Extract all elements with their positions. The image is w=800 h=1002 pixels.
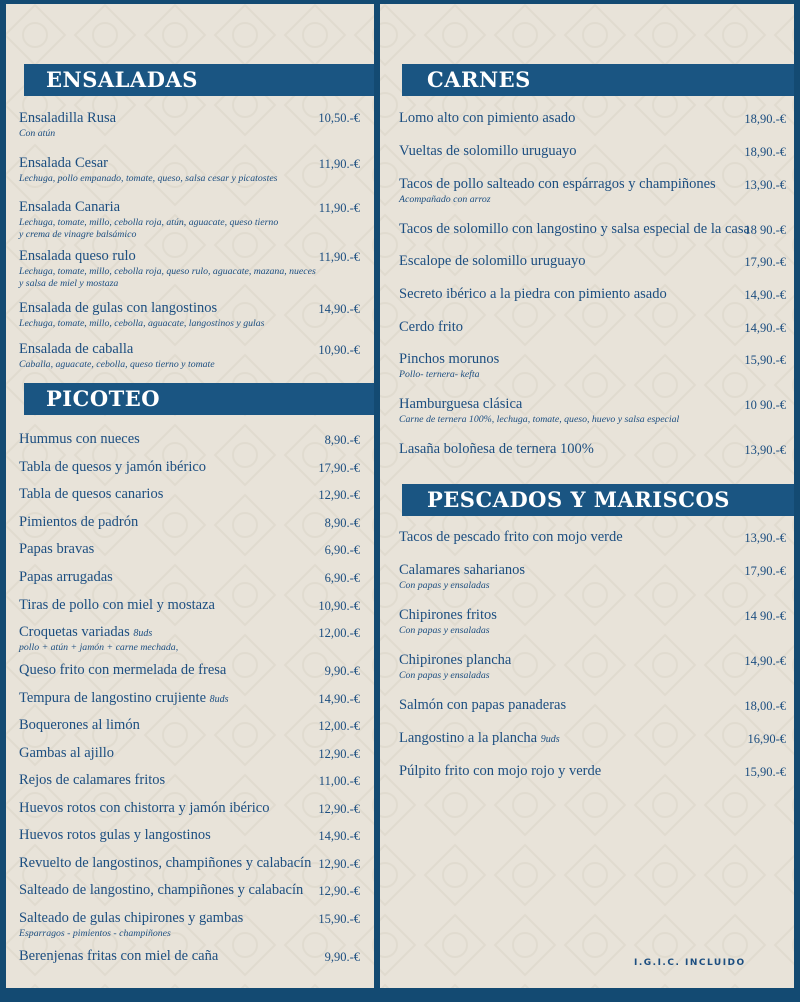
item-price: 12,90.-€: [318, 488, 360, 502]
item-name: Ensalada de caballa: [19, 341, 134, 357]
item-description: Carne de ternera 100%, lechuga, tomate, queso, huevo y salsa especial: [399, 414, 680, 425]
item-price: 18,00.-€: [744, 699, 786, 713]
menu-item: [19, 882, 303, 899]
item-price: 10,90.-€: [318, 599, 360, 613]
item-description: Lechuga, tomate, millo, cebolla, aguacate, langostinos y gulas: [19, 318, 265, 329]
menu-item: [19, 514, 138, 531]
item-price: 9,90.-€: [324, 664, 360, 678]
menu-item: [19, 541, 94, 558]
item-name: Hummus con nueces: [19, 431, 140, 447]
item-price: 6,90.-€: [324, 543, 360, 557]
item-price: 10,50.-€: [318, 111, 360, 125]
item-price: 10,90.-€: [318, 343, 360, 357]
menu-item: [399, 763, 601, 780]
item-description: Con atún: [19, 128, 56, 139]
item-price: 12,90.-€: [318, 802, 360, 816]
bottom-border: [0, 988, 800, 1002]
center-divider: [374, 0, 380, 1002]
item-price: 15,90.-€: [744, 353, 786, 367]
left-border: [0, 0, 6, 1002]
item-unit-count: 9uds: [540, 734, 560, 745]
menu-item: [19, 155, 278, 184]
item-name: Papas arrugadas: [19, 569, 113, 585]
item-name: Vueltas de solomillo uruguayo: [399, 143, 577, 159]
right-border: [794, 0, 800, 1002]
menu-item: [19, 690, 229, 707]
menu-item: [399, 253, 585, 270]
item-description: Pollo- ternera- kefta: [399, 369, 480, 380]
item-price: 8,90.-€: [324, 516, 360, 530]
item-name: Papas bravas: [19, 541, 95, 557]
item-name: Lomo alto con pimiento asado: [399, 110, 576, 126]
menu-item: [399, 607, 497, 636]
item-price: 14,90.-€: [318, 692, 360, 706]
menu-item: [19, 341, 215, 370]
item-price: 12,90.-€: [318, 884, 360, 898]
item-name: Ensalada Canaria: [19, 199, 121, 215]
item-price: 15,90.-€: [744, 765, 786, 779]
item-name: Pimientos de padrón: [19, 514, 139, 530]
item-price: 13,90.-€: [744, 443, 786, 457]
item-name: Gambas al ajillo: [19, 745, 115, 761]
menu-item: [19, 827, 211, 844]
menu-item: [399, 110, 575, 127]
item-description: Lechuga, pollo empanado, tomate, queso, salsa cesar y picatostes: [19, 173, 278, 184]
item-name: Ensaladilla Rusa: [19, 110, 117, 126]
item-price: 14,90.-€: [318, 302, 360, 316]
menu-item: [399, 286, 667, 303]
menu-item: [19, 300, 264, 329]
item-price: 13,90.-€: [744, 178, 786, 192]
item-name: Púlpito frito con mojo rojo y verde: [399, 763, 602, 779]
item-description: Acompañado con arroz: [399, 194, 491, 205]
item-price: 10 90.-€: [744, 398, 786, 412]
section-banner-carnes: CARNES: [402, 64, 794, 96]
item-description: pollo + atún + jamón + carne mechada,: [19, 642, 179, 653]
menu-item: [19, 662, 226, 679]
item-price: 12,90.-€: [318, 857, 360, 871]
menu-item: [19, 624, 178, 653]
item-price: 11,90.-€: [318, 201, 360, 215]
item-description: Lechuga, tomate, millo, cebolla roja, atún, aguacate, queso tierno: [19, 217, 279, 228]
menu-item: [399, 441, 594, 458]
item-name: Boquerones al limón: [19, 717, 140, 733]
menu-item: [19, 772, 165, 789]
menu-item: [19, 431, 140, 448]
item-name: Huevos rotos gulas y langostinos: [19, 827, 211, 843]
item-price: 8,90.-€: [324, 433, 360, 447]
item-name: Tacos de pescado frito con mojo verde: [399, 529, 623, 545]
item-name: Langostino a la plancha 9uds: [399, 730, 560, 746]
menu-item: [19, 248, 316, 289]
item-name: Rejos de calamares fritos: [19, 772, 166, 788]
item-price: 14 90.-€: [744, 609, 786, 623]
item-price: 12,00.-€: [318, 626, 360, 640]
menu-item: [19, 717, 140, 734]
menu-item: [19, 745, 114, 762]
item-price: 14,90.-€: [744, 321, 786, 335]
item-name: Escalope de solomillo uruguayo: [399, 253, 586, 269]
item-price: 14,90.-€: [318, 829, 360, 843]
item-description-line2: y salsa de miel y mostaza: [19, 278, 119, 289]
item-price: 17,90.-€: [744, 564, 786, 578]
item-name: Calamares saharianos: [399, 562, 526, 578]
item-name: Tiras de pollo con miel y mostaza: [19, 597, 215, 613]
menu-item: [399, 730, 560, 747]
item-name: Tacos de solomillo con langostino y salsa especial de la casa: [399, 221, 750, 237]
item-name: Hamburguesa clásica: [399, 396, 523, 412]
item-price: 11,90.-€: [318, 250, 360, 264]
item-name: Ensalada de gulas con langostinos: [19, 300, 218, 316]
menu-item: [399, 396, 679, 425]
menu-item: [399, 221, 750, 238]
section-banner-picoteo: PICOTEO: [24, 383, 374, 415]
section-banner-pescados: PESCADOS Y MARISCOS: [402, 484, 794, 516]
menu-item: [19, 597, 215, 614]
top-border: [0, 0, 800, 4]
item-price: 18 90.-€: [744, 223, 786, 237]
menu-item: [19, 910, 243, 939]
item-name: Tabla de quesos canarios: [19, 486, 164, 502]
item-name: Salteado de langostino, champiñones y calabacín: [19, 882, 304, 898]
item-price: 13,90.-€: [744, 531, 786, 545]
item-price: 9,90.-€: [324, 950, 360, 964]
menu-item: [399, 176, 716, 205]
menu-item: [19, 948, 218, 965]
item-name: Lasaña boloñesa de ternera 100%: [399, 441, 594, 457]
item-name: Ensalada Cesar: [19, 155, 108, 171]
menu-item: [399, 562, 525, 591]
item-price: 12,00.-€: [318, 719, 360, 733]
menu-item: [19, 800, 269, 817]
item-description: Esparragos - pimientos - champiñones: [19, 928, 171, 939]
item-name: Salteado de gulas chipirones y gambas: [19, 910, 244, 926]
item-price: 11,00.-€: [318, 774, 360, 788]
item-description: Con papas y ensaladas: [399, 670, 490, 681]
item-price: 15,90.-€: [318, 912, 360, 926]
menu-item: [399, 652, 511, 681]
item-description: Lechuga, tomate, millo, cebolla roja, queso rulo, aguacate, mazana, nueces: [19, 266, 316, 277]
menu-item: [399, 697, 566, 714]
item-price: 14,90.-€: [744, 288, 786, 302]
menu-item: [399, 529, 623, 546]
item-name: Tempura de langostino crujiente 8uds: [19, 690, 229, 706]
item-price: 14,90.-€: [744, 654, 786, 668]
menu-item: [19, 459, 206, 476]
item-name: Pinchos morunos: [399, 351, 500, 367]
item-name: Revuelto de langostinos, champiñones y calabacín: [19, 855, 312, 871]
item-description: Caballa, aguacate, cebolla, queso tierno y tomate: [19, 359, 215, 370]
item-description-line2: y crema de vinagre balsámico: [19, 229, 137, 240]
item-name: Huevos rotos con chistorra y jamón ibérico: [19, 800, 270, 816]
menu-item: [19, 486, 163, 503]
item-name: Croquetas variadas 8uds: [19, 624, 153, 640]
menu-item: [19, 199, 278, 240]
item-name: Berenjenas fritas con miel de caña: [19, 948, 219, 964]
item-price: 17,90.-€: [318, 461, 360, 475]
item-price: 18,90.-€: [744, 145, 786, 159]
item-name: Ensalada queso rulo: [19, 248, 136, 264]
item-price: 11,90.-€: [318, 157, 360, 171]
menu-item: [399, 351, 499, 380]
menu-item: [19, 110, 116, 139]
menu-item: [399, 319, 463, 336]
item-name: Queso frito con mermelada de fresa: [19, 662, 227, 678]
tax-note: I.G.I.C. INCLUIDO: [634, 958, 746, 968]
menu-item: [19, 569, 113, 586]
item-unit-count: 8uds: [133, 628, 153, 639]
item-price: 18,90.-€: [744, 112, 786, 126]
item-name: Salmón con papas panaderas: [399, 697, 567, 713]
item-price: 12,90.-€: [318, 747, 360, 761]
item-name: Chipirones plancha: [399, 652, 512, 668]
menu-item: [19, 855, 311, 872]
item-price: 16,90-€: [747, 732, 786, 746]
item-description: Con papas y ensaladas: [399, 625, 490, 636]
section-banner-ensaladas: ENSALADAS: [24, 64, 374, 96]
item-name: Cerdo frito: [399, 319, 464, 335]
item-unit-count: 8uds: [209, 694, 229, 705]
item-name: Tacos de pollo salteado con espárragos y champiñones: [399, 176, 716, 192]
item-price: 6,90.-€: [324, 571, 360, 585]
item-name: Tabla de quesos y jamón ibérico: [19, 459, 207, 475]
item-description: Con papas y ensaladas: [399, 580, 490, 591]
item-name: Chipirones fritos: [399, 607, 497, 623]
item-price: 17,90.-€: [744, 255, 786, 269]
menu-item: [399, 143, 577, 160]
item-name: Secreto ibérico a la piedra con pimiento asado: [399, 286, 667, 302]
